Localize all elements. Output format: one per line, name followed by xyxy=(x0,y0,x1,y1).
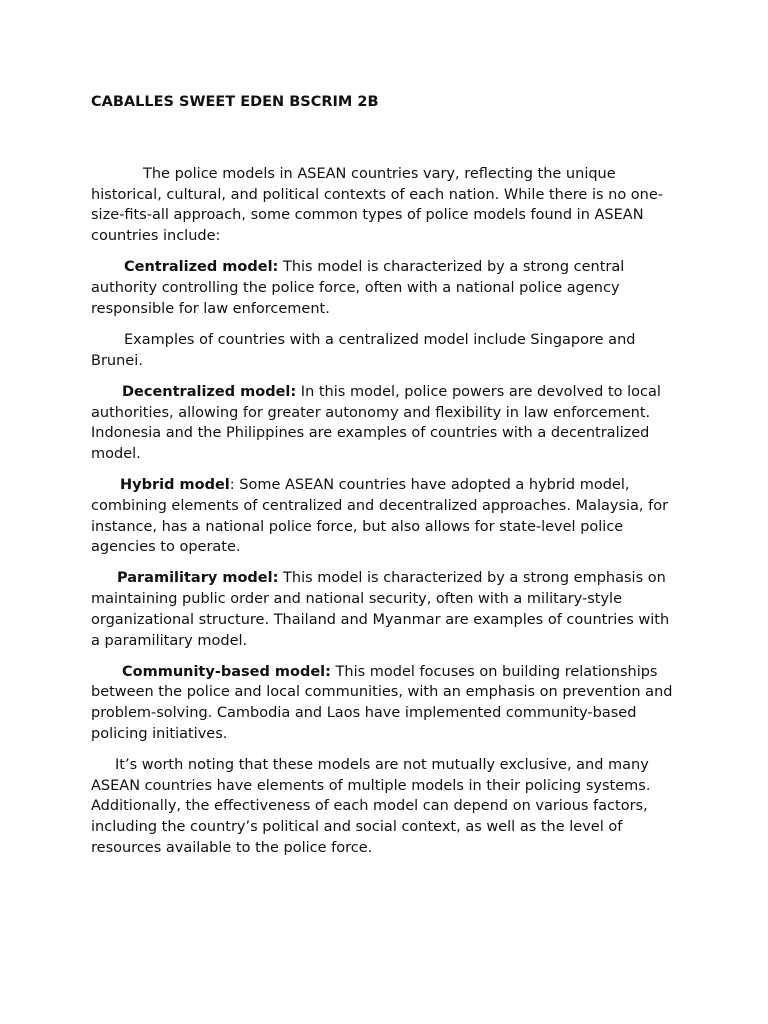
hybrid-paragraph xyxy=(91,475,678,558)
paramilitary-text: This model is characterized by a strong emphasis on maintaining public order and national security, often with a military-style organizational structure. Thailand and Myanmar are examples of countries with a paramilitary model. xyxy=(91,570,670,649)
centralized-text: This model is characterized by a strong central authority controlling the police force, often with a national police agency responsible for law enforcement. xyxy=(91,259,625,317)
hybrid-text: : Some ASEAN countries have adopted a hybrid model, combining elements of centralized and decentralized approaches. Malaysia, for instance, has a national police force, but also allows for state-level police agencies to operate. xyxy=(91,477,669,556)
centralized-examples-text: Examples of countries with a centralized model include Singapore and Brunei. xyxy=(91,331,636,369)
hybrid-lead: Hybrid model xyxy=(120,477,230,494)
decentralized-paragraph xyxy=(91,382,678,465)
closing-paragraph xyxy=(91,755,678,859)
closing-text: It’s worth noting that these models are not mutually exclusive, and many ASEAN countries have elements of multiple models in their policing systems. Additionally, the effectiveness of each model can depend on various factors, including the country’s political and social context, as well as the level of resources available to the police force. xyxy=(91,757,651,856)
paramilitary-lead: Paramilitary model: xyxy=(117,570,279,587)
document-body xyxy=(91,164,678,859)
decentralized-text: In this model, police powers are devolved to local authorities, allowing for greater autonomy and flexibility in law enforcement. Indonesia and the Philippines are examples of countries with a decentralized model. xyxy=(91,383,661,462)
paramilitary-paragraph xyxy=(91,568,678,651)
intro-paragraph xyxy=(91,164,678,247)
centralized-examples-paragraph xyxy=(91,330,678,371)
community-text: This model focuses on building relationships between the police and local communities, with an emphasis on prevention and problem-solving. Cambodia and Laos have implemented community-based policing initiatives. xyxy=(91,663,673,742)
centralized-lead: Centralized model: xyxy=(124,259,279,276)
centralized-paragraph xyxy=(91,257,678,319)
intro-text: The police models in ASEAN countries vary, reflecting the unique historical, cultural, and political contexts of each nation. While there is no one-size-fits-all approach, some common types of police models found in ASEAN countries include: xyxy=(91,166,664,245)
community-lead: Community-based model: xyxy=(122,663,331,680)
decentralized-lead: Decentralized model: xyxy=(122,383,297,400)
community-paragraph xyxy=(91,662,678,745)
document-header: CABALLES SWEET EDEN BSCRIM 2B xyxy=(91,94,379,110)
